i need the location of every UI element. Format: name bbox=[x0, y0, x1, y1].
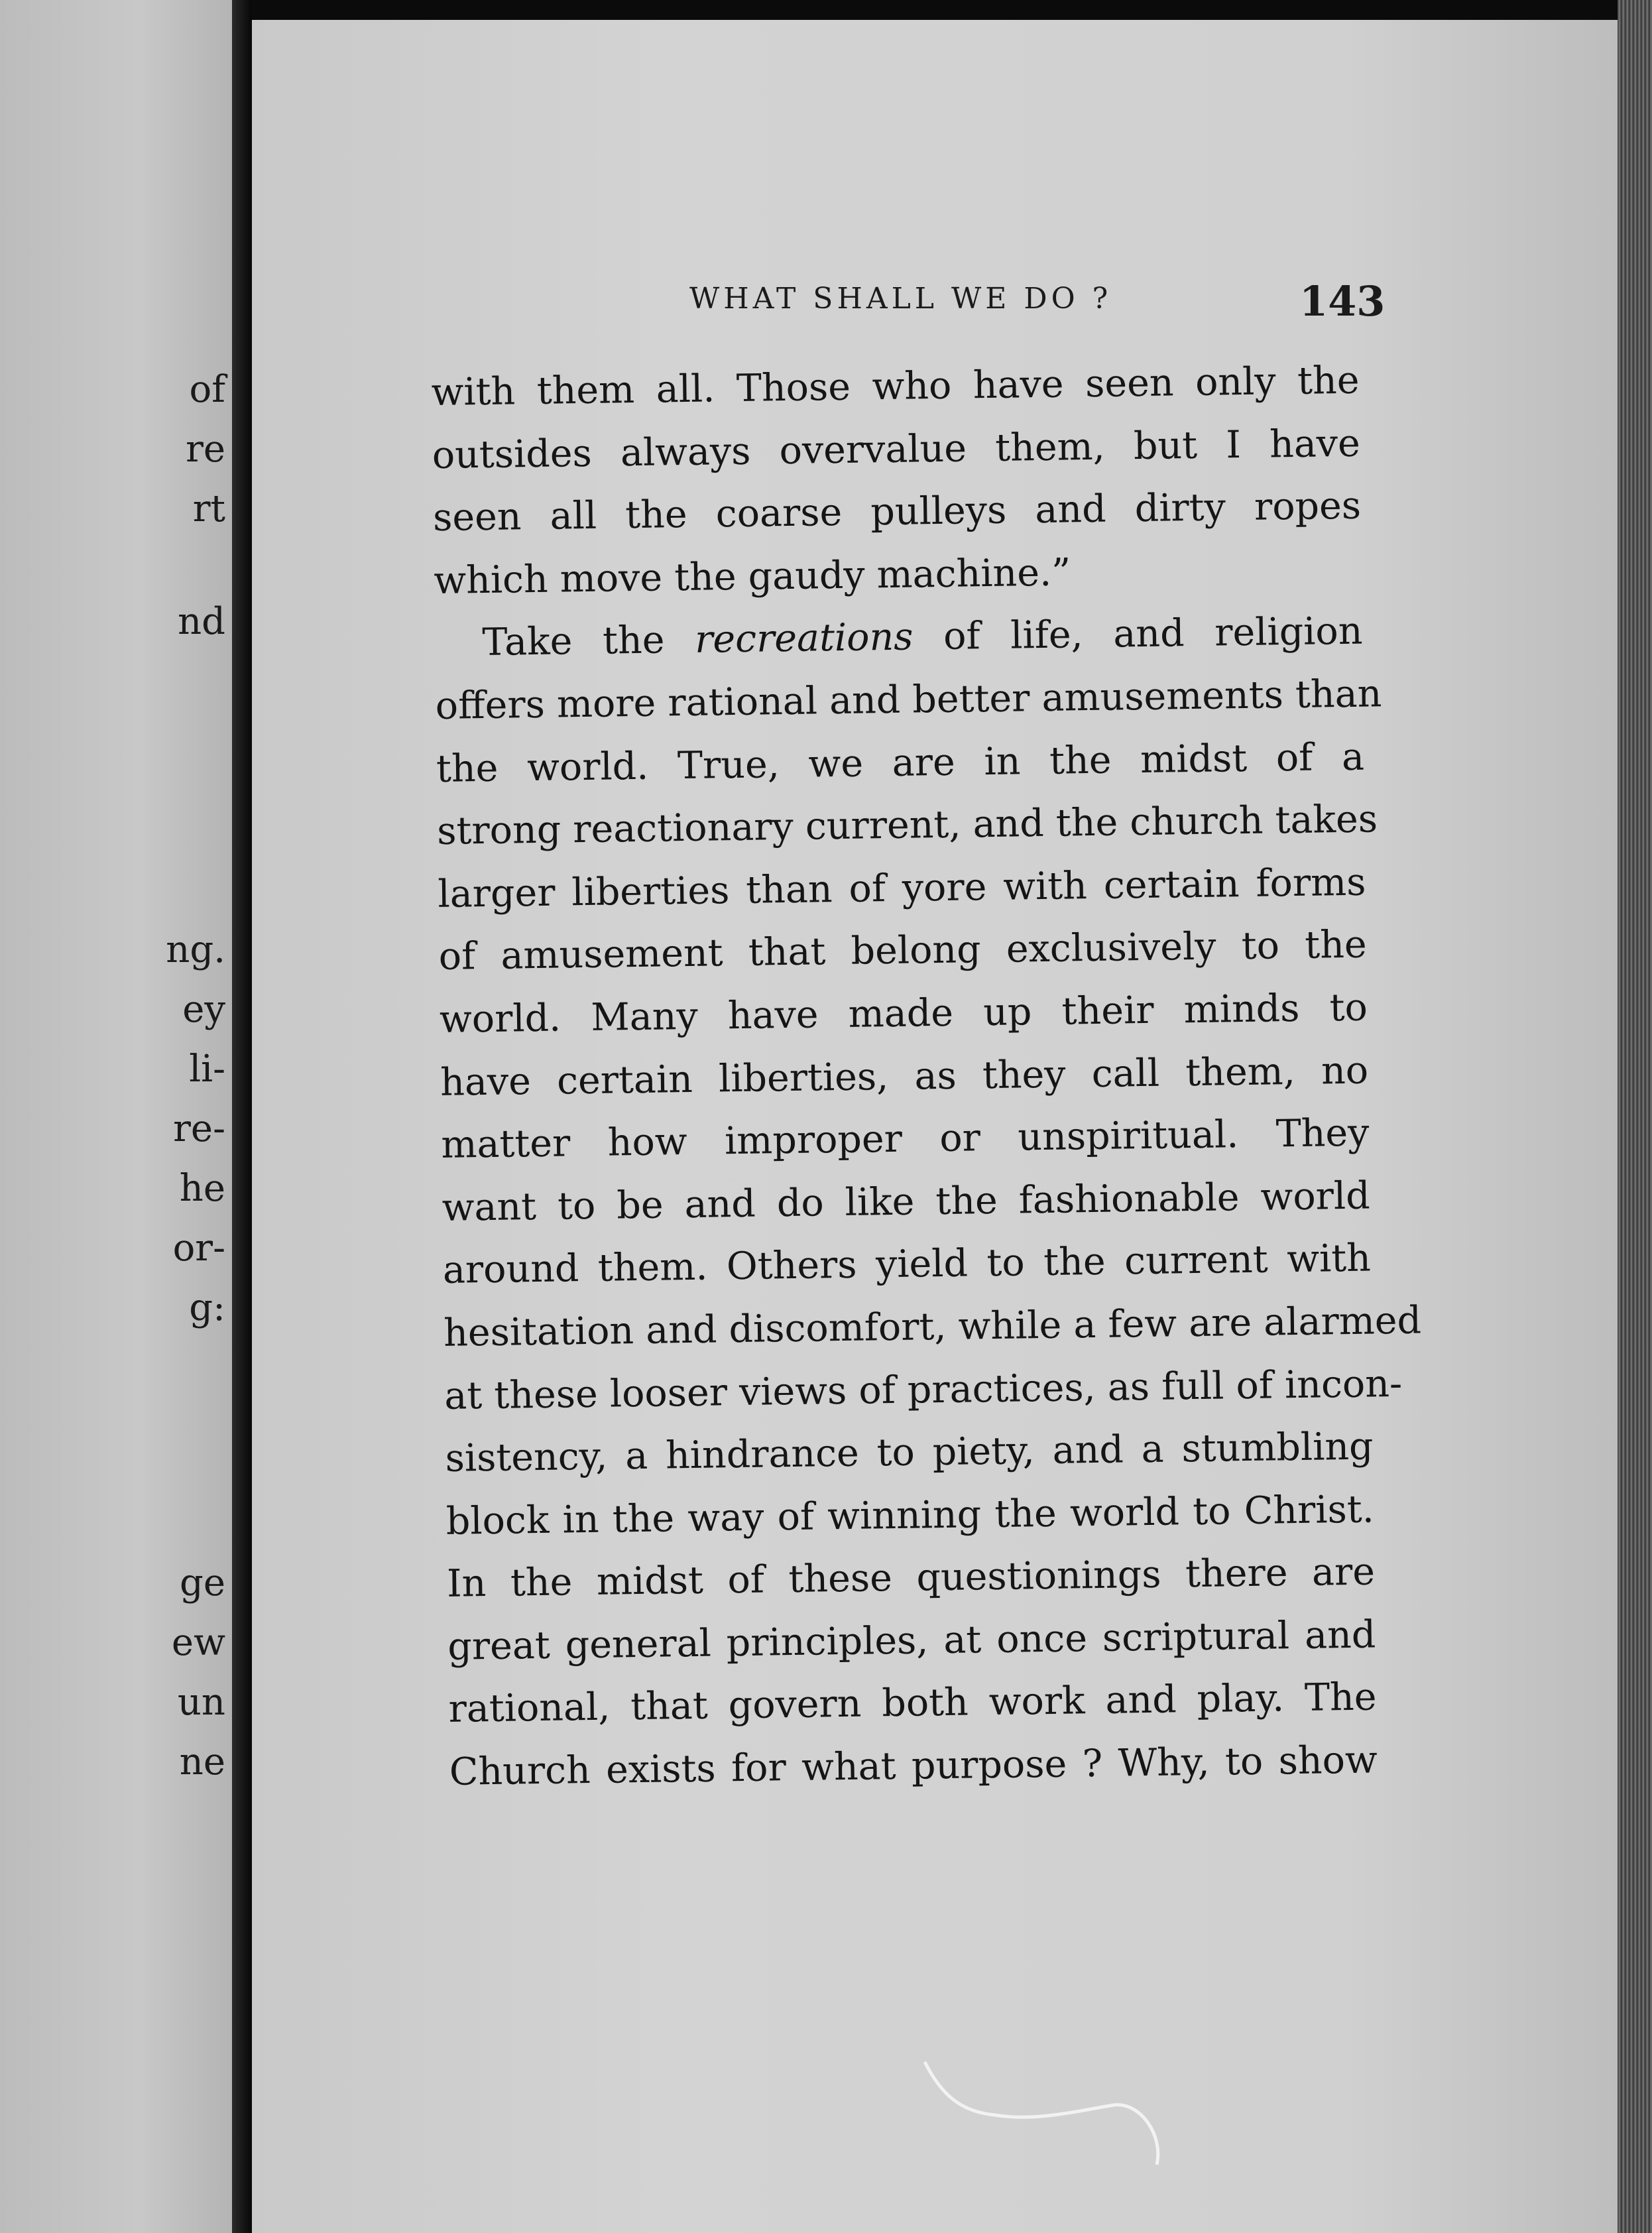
text-line: seen all the coarse pulleys and dirty ropes bbox=[432, 483, 1362, 540]
previous-page-line-fragment: un bbox=[177, 1681, 225, 1724]
text-line-segment: Take the bbox=[482, 618, 695, 665]
body-text bbox=[431, 349, 1422, 1804]
previous-page-line-fragment: re- bbox=[173, 1107, 225, 1150]
text-line: outsides always overvalue them, but I have bbox=[432, 421, 1361, 477]
previous-page-line-fragment: re bbox=[186, 428, 225, 471]
previous-page-line-fragment: ge bbox=[180, 1561, 225, 1604]
previous-page-line-fragment: of bbox=[189, 368, 225, 411]
previous-page-fragment bbox=[0, 0, 232, 2233]
text-line: great general principles, at once scriptural and bbox=[447, 1612, 1376, 1669]
previous-page-line-fragment: g: bbox=[189, 1286, 225, 1329]
text-line: Church exists for what purpose ? Why, to show bbox=[449, 1738, 1378, 1794]
previous-page-line-fragment: ey bbox=[182, 988, 225, 1031]
text-line: with them all. Those who have seen only the bbox=[431, 358, 1360, 414]
running-head: WHAT SHALL WE DO ? bbox=[689, 282, 1112, 316]
previous-page-line-fragment: ne bbox=[179, 1740, 225, 1783]
previous-page-line-fragment: ng. bbox=[166, 928, 225, 971]
text-line: sistency, a hindrance to piety, and a stumbling bbox=[445, 1424, 1374, 1480]
previous-page-line-fragment: ew bbox=[171, 1621, 225, 1664]
text-line: offers more rational and better amusements than bbox=[435, 672, 1382, 728]
text-line bbox=[434, 600, 1363, 675]
page-edges bbox=[1618, 0, 1652, 2233]
text-line-segment: of life, and religion bbox=[912, 609, 1363, 659]
book-gutter bbox=[232, 0, 252, 2233]
previous-page-line-fragment: or- bbox=[172, 1227, 225, 1270]
previous-page-line-fragment: he bbox=[179, 1167, 225, 1210]
page-number: 143 bbox=[1299, 277, 1386, 326]
text-line: around them. Others yield to the current with bbox=[442, 1236, 1372, 1293]
text-line: the world. True, we are in the midst of a bbox=[436, 735, 1365, 791]
emphasized-word: recreations bbox=[694, 615, 914, 662]
text-line: strong reactionary current, and the church takes bbox=[436, 797, 1378, 854]
previous-page-line-fragment: li- bbox=[189, 1048, 225, 1091]
previous-page-line-fragment: rt bbox=[192, 487, 225, 530]
text-line: matter how improper or unspiritual. They bbox=[441, 1111, 1370, 1168]
text-line: block in the way of winning the world to Christ. bbox=[445, 1487, 1375, 1543]
text-line: at these looser views of practices, as full of incon- bbox=[443, 1361, 1403, 1418]
text-line: In the midst of these questionings there are bbox=[446, 1549, 1376, 1606]
text-line: which move the gaudy machine.” bbox=[433, 550, 1071, 603]
text-line: larger liberties than of yore with certain forms bbox=[438, 860, 1366, 916]
text-line: world. Many have made up their minds to bbox=[439, 985, 1368, 1042]
previous-page-line-fragment: nd bbox=[178, 600, 225, 643]
text-line: of amusement that belong exclusively to the bbox=[438, 922, 1368, 979]
text-line: want to be and do like the fashionable world bbox=[442, 1174, 1371, 1230]
text-line: have certain liberties, as they call them, no bbox=[440, 1048, 1369, 1105]
text-line: hesitation and discomfort, while a few are alarmed bbox=[443, 1298, 1422, 1355]
text-line: rational, that govern both work and play. The bbox=[448, 1675, 1377, 1732]
